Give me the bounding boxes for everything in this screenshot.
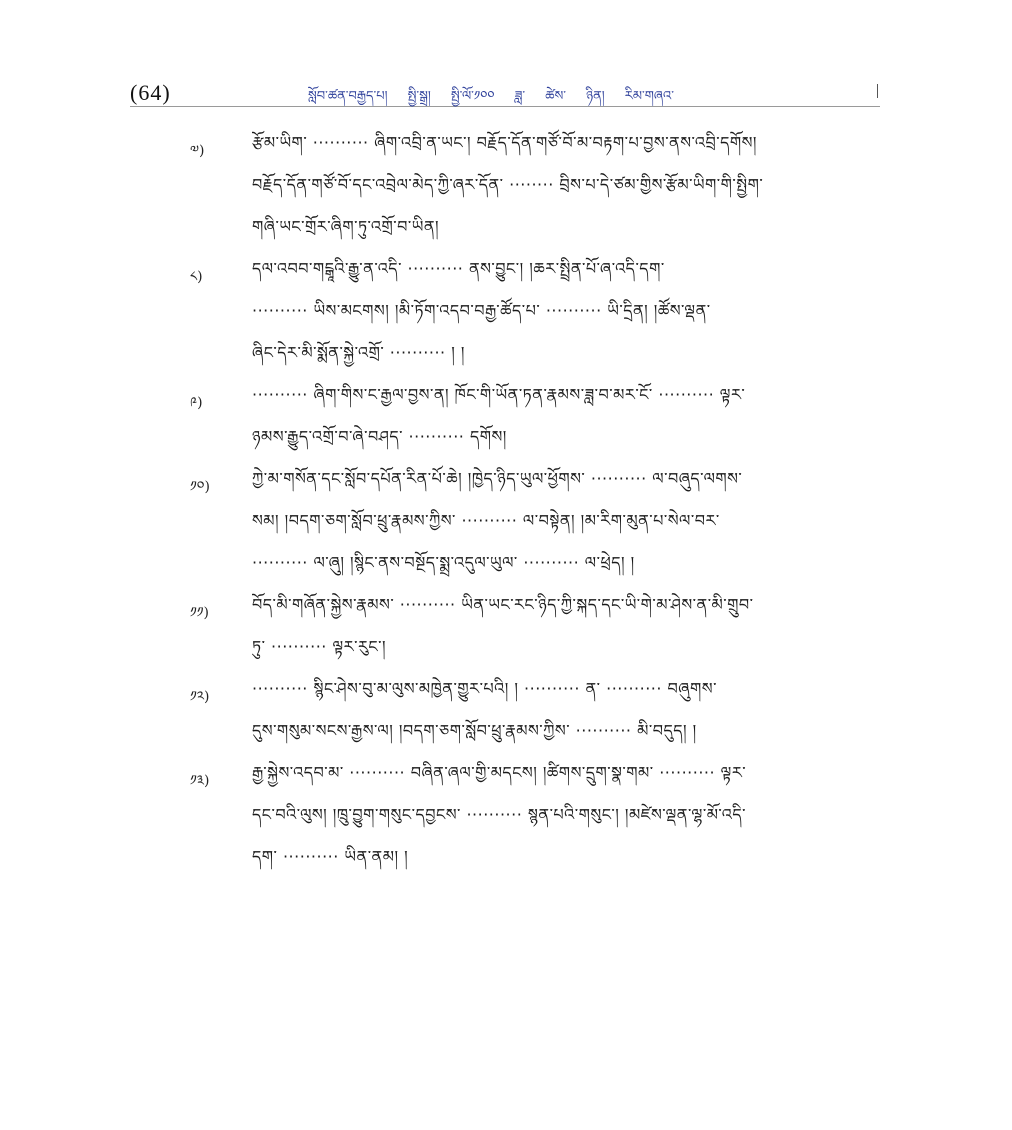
exercise-line: དུས་གསུམ་སངས་རྒྱས་ལ། །བདག་ཅག་སློབ་ཕྲུ་རྣམས་ཀྱིས་ ·········· མི་བདུད། ། [252,721,697,740]
exercise-line: དག་ ·········· ཡིན་ནམ། ། [252,847,409,866]
exercise-line: ཉམས་རྒྱུད་འགྲོ་བ་ཞེ་བཤད་ ·········· དགོས། [252,427,507,446]
exercise-text [252,380,890,464]
header-title: སློབ་ཚན་བརྒྱད་པ། སྤྱི་སྒྲ། སྤྱི་ལོ་༡༠༠ ཟླ་ ཚེས་ ཉིན། རིམ་གཞའ་ [308,89,674,104]
page-header [130,78,880,107]
exercise-item [190,674,890,758]
exercise-item [190,590,890,674]
exercise-number: ༡༡) [190,605,210,621]
exercise-line: བརྗོད་དོན་གཙོ་བོ་དང་འབྲེལ་མེད་ཀྱི་ཞར་དོན་ ········ བྲིས་པ་དེ་ཙམ་གྱིས་རྩོམ་ཡིག་གི་སྤྱིག་ [252,175,764,194]
exercise-item [190,254,890,380]
exercise-line: དང་བའི་ལུས། །ཁྲུ་བྱུག་གསུང་དབྱངས་ ·········· སྙན་པའི་གསུང་། །མཛེས་ལྡན་ལྷ་མོ་འདི་ [252,805,747,824]
exercise-line: དལ་འབབ་གངྒཱའི་རྒྱུ་ན་འདི་ ·········· ནས་བྱུང་། །ཆར་སྤྲིན་པོ་ཞ་འདི་དག་ [252,259,665,278]
exercise-number: ༡༣) [190,773,210,789]
exercise-line: གཞི་ཡང་གྲོར་ཞིག་ཏུ་འགྲོ་བ་ཡིན། [252,217,440,236]
exercise-line: ཏུ་ ·········· ལྟར་རུང་། [252,637,387,656]
exercise-line: བོད་མི་གཞོན་སྐྱེས་རྣམས་ ·········· ཡིན་ཡང་རང་ཉིད་ཀྱི་སྐད་དང་ཡི་གེ་མ་ཤེས་ན་མི་གྲུབ་ [252,595,754,614]
exercise-item [190,758,890,884]
exercise-text [252,590,890,674]
exercise-line: ·········· སྙིང་ཤེས་བུ་མ་ལུས་མཁྱེན་གྱུར་པའི། ། ·········· ན་ ·········· བཞུགས་ [252,679,717,698]
exercise-line: ཞིང་དེར་མི་སྨོན་སྐྱེ་འགྲོ་ ·········· ། ། [252,343,465,362]
exercise-text [252,128,890,254]
exercise-number: ༡༢) [190,689,210,705]
exercise-line: སམ། །བདག་ཅག་སློབ་ཕྲུ་རྣམས་ཀྱིས་ ·········· ལ་བསྟེན། །མ་རིག་མུན་པ་སེལ་བར་ [252,511,720,530]
exercise-item [190,464,890,590]
exercise-line: ཀྱེ་མ་གསོན་དང་སློབ་དཔོན་རིན་པོ་ཆེ། །ཁྱེད་ཉིད་ཡུལ་ཕྱོགས་ ·········· ལ་བཞུད་ལགས་ [252,469,743,488]
exercise-list [190,128,890,884]
exercise-item [190,128,890,254]
exercise-text [252,674,890,758]
header-bar-mark [877,84,878,98]
exercise-line: ·········· ལ་ཞུ། །སྙིང་ནས་བསྔོད་སྨྲ་འདུལ་ཡུལ་ ·········· ལ་ཕྲེད། ། [252,553,635,572]
exercise-text [252,254,890,380]
exercise-line: རྩོམ་ཡིག་ ·········· ཞིག་འབྲི་ན་ཡང་། བརྗོད་དོན་གཙོ་བོ་མ་བརྟག་པ་བྱས་ནས་འབྲི་དགོས། [252,133,757,152]
exercise-line: ·········· ཞིག་གིས་ང་རྒྱལ་བྱས་ན། ཁོང་གི་ཡོན་ཏན་རྣམས་ཟླ་བ་མར་ངོ་ ·········· ལྟར་ [252,385,746,404]
exercise-number: ༡༠) [190,479,210,495]
exercise-number: ༧) [190,143,205,159]
exercise-line: ·········· ཡིས་མངགས། །མི་ཏོག་འདབ་བརྒྱ་ཚོད་པ་ ·········· ཡི་དྲིན། །ཚོས་ལྡན་ [252,301,711,320]
exercise-item [190,380,890,464]
exercise-number: ༨) [190,269,203,285]
exercise-text [252,758,890,884]
exercise-text [252,464,890,590]
exercise-line: རྒྱ་སྐྱེས་འདབ་མ་ ·········· བཞིན་ཞལ་གྱི་མདངས། །ཚིགས་དྲུག་སྣ་གམ་ ·········· ལྟར་ [252,763,747,782]
page-number: (64) [130,80,171,105]
exercise-number: ༩) [190,395,203,411]
